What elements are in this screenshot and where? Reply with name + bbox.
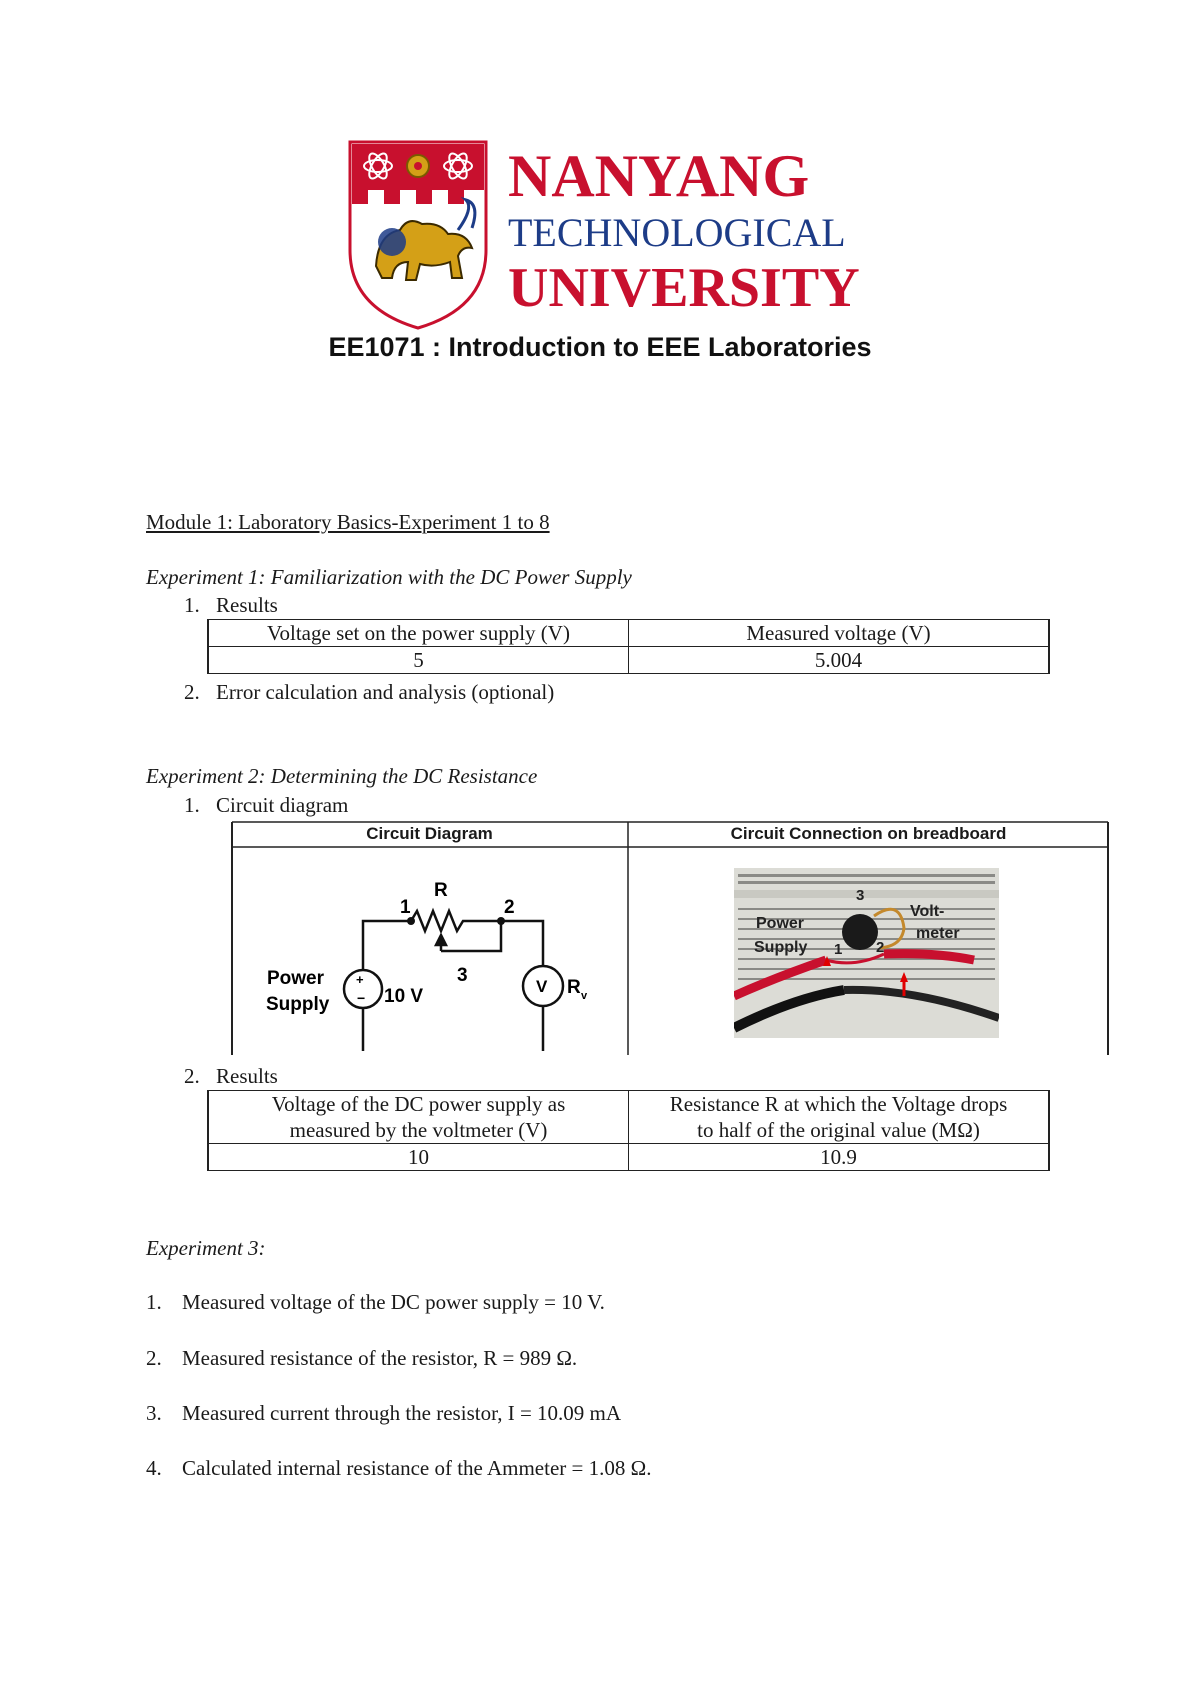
svg-text:+: + xyxy=(356,972,364,987)
svg-text:NANYANG: NANYANG xyxy=(508,143,810,209)
svg-text:Power: Power xyxy=(756,915,805,932)
table-cell: 5 xyxy=(208,647,629,674)
svg-text:2: 2 xyxy=(504,897,515,918)
table-header-cell xyxy=(208,1091,629,1144)
list-text: Results xyxy=(216,593,278,617)
breadboard-photo xyxy=(734,868,999,1038)
table-header-row xyxy=(208,620,1049,647)
table-cell: 10 xyxy=(208,1144,629,1171)
header-line: Resistance R at which the Voltage drops xyxy=(669,1092,1008,1116)
list-number: 3. xyxy=(146,1401,162,1425)
svg-text:3: 3 xyxy=(856,887,865,904)
module-heading: Module 1: Laboratory Basics-Experiment 1 to 8 xyxy=(146,510,550,534)
experiment-2-heading: Experiment 2: Determining the DC Resistance xyxy=(146,764,538,788)
svg-text:Power: Power xyxy=(267,968,325,989)
svg-text:2: 2 xyxy=(876,939,885,956)
svg-text:Volt-: Volt- xyxy=(910,903,945,920)
svg-text:V: V xyxy=(536,977,548,996)
header-line: Voltage of the DC power supply as xyxy=(271,1092,566,1116)
university-logo xyxy=(348,138,864,330)
circuit-schematic xyxy=(251,851,621,1051)
table-header-cell: Measured voltage (V) xyxy=(629,620,1050,647)
breadboard-header: Circuit Connection on breadboard xyxy=(730,824,1007,843)
experiment-3-heading: Experiment 3: xyxy=(146,1236,266,1260)
circuit-diagram-table xyxy=(231,821,1109,1055)
table-cell: 10.9 xyxy=(629,1144,1050,1171)
experiment-3-item-3 xyxy=(146,1401,621,1425)
experiment-1-heading: Experiment 1: Familiarization with the DC Power Supply xyxy=(146,565,632,589)
experiment-3-item-1 xyxy=(146,1290,605,1314)
svg-text:−: − xyxy=(357,990,366,1006)
table-header-cell: Voltage set on the power supply (V) xyxy=(208,620,629,647)
svg-text:v: v xyxy=(581,990,588,1002)
list-number: 1. xyxy=(184,593,200,617)
header-line: measured by the voltmeter (V) xyxy=(289,1118,548,1142)
experiment-1-item-1 xyxy=(184,593,278,617)
svg-text:1: 1 xyxy=(834,941,843,958)
header-line: to half of the original value (MΩ) xyxy=(697,1118,980,1142)
list-number: 2. xyxy=(184,1064,200,1088)
list-text: Results xyxy=(216,1064,278,1088)
experiment-2-item-1 xyxy=(184,793,348,817)
list-number: 2. xyxy=(184,680,200,704)
table-header-row xyxy=(208,1091,1049,1144)
svg-text:Supply: Supply xyxy=(266,994,330,1015)
list-number: 1. xyxy=(146,1290,162,1314)
experiment-3-item-4 xyxy=(146,1456,651,1480)
table-header-cell xyxy=(629,1091,1050,1144)
table-row xyxy=(208,1144,1049,1171)
experiment-2-item-2 xyxy=(184,1064,278,1088)
list-number: 4. xyxy=(146,1456,162,1480)
svg-text:Supply: Supply xyxy=(754,939,808,956)
table-row xyxy=(208,647,1049,674)
list-text: Error calculation and analysis (optional) xyxy=(216,680,555,704)
svg-text:R: R xyxy=(434,880,448,901)
list-number: 2. xyxy=(146,1346,162,1370)
list-text: Measured voltage of the DC power supply = 10 V. xyxy=(182,1290,605,1314)
list-text: Measured current through the resistor, I = 10.09 mA xyxy=(182,1401,622,1425)
svg-text:UNIVERSITY: UNIVERSITY xyxy=(508,257,860,319)
list-text: Calculated internal resistance of the Ammeter = 1.08 Ω. xyxy=(182,1456,652,1480)
list-text: Circuit diagram xyxy=(216,793,349,817)
list-number: 1. xyxy=(184,793,200,817)
svg-text:3: 3 xyxy=(457,965,468,986)
table-cell: 5.004 xyxy=(629,647,1050,674)
svg-text:1: 1 xyxy=(400,897,411,918)
document-title: EE1071 : Introduction to EEE Laboratories xyxy=(328,332,872,362)
experiment-1-results-table xyxy=(207,619,1050,674)
svg-text:R: R xyxy=(567,977,581,998)
list-text: Measured resistance of the resistor, R = 989 Ω. xyxy=(182,1346,578,1370)
svg-text:10 V: 10 V xyxy=(384,986,424,1007)
svg-text:TECHNOLOGICAL: TECHNOLOGICAL xyxy=(508,210,846,255)
experiment-3-item-2 xyxy=(146,1346,577,1370)
experiment-2-results-table xyxy=(207,1090,1050,1171)
svg-text:meter: meter xyxy=(916,925,960,942)
circuit-diagram-header: Circuit Diagram xyxy=(366,824,493,843)
experiment-1-item-2 xyxy=(184,680,554,704)
ntu-crest-icon xyxy=(348,138,864,330)
